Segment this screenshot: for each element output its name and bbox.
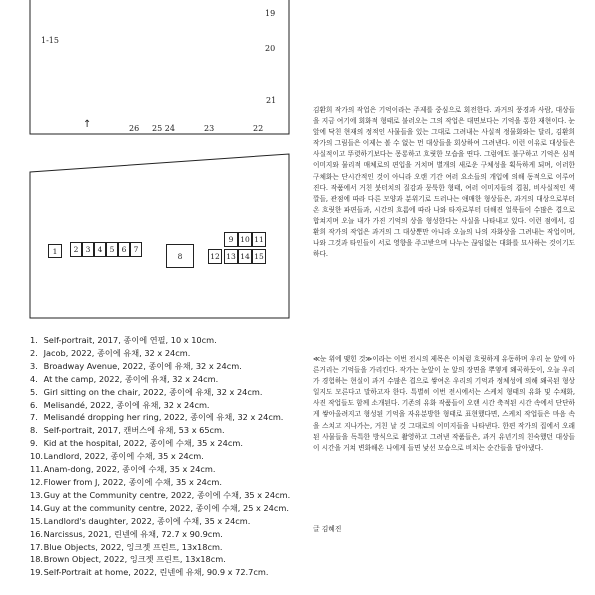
plan-label-20: 20 <box>265 44 276 53</box>
list-item <box>30 411 290 424</box>
list-item-text: Blue Objects, 2022, 잉크젯 프린트, 13x18cm. <box>43 541 223 552</box>
list-item-text: Jacob, 2022, 종이에 유채, 32 x 24cm. <box>43 347 191 358</box>
list-item <box>30 566 290 579</box>
plan-box-7: 7 <box>130 242 142 257</box>
plan-label-25-24: 25 24 <box>152 124 175 133</box>
list-item-number: 8. <box>30 425 38 436</box>
plan-box-9: 9 <box>224 232 238 247</box>
list-item-number: 19. <box>30 567 44 578</box>
list-item-text: Melisandé, 2022, 종이에 유채, 32 x 24cm. <box>43 399 210 410</box>
plan-label-22: 22 <box>253 124 264 133</box>
list-item-text: At the camp, 2022, 종이에 유채, 32 x 24cm. <box>43 373 219 384</box>
plan-box-13: 13 <box>224 249 238 264</box>
essay-paragraph-2: ≪눈 위에 맺힌 것≫이라는 이번 전시의 제목은 이처럼 흐릿하게 유동하며 우리 눈 앞에 아른거리는 기억들을 가리킨다. 작가는 눈앞이 눈 앞의 장면을 뿌옇게 왜곡하듯이, 오늘 우리가 경험하는 현실이 과거 수많은 겹으로 쌓여온 우리의 기억과 정체성에 의해 왜곡된 형상일지도 모른다고 말하고자 한다. 특별히 이번 전시에서는 스케치 형태의 유화 및 수채화, 사진 작업들도 함께 소개된다. 기존의 유화 작품들이 오랜 시간 축적된 시간 속에서 단단하게 쌓아올려지고 형성된 기억을 자유분방한 형태로 표현했다면, 스케치 작업들은 마음 속을 스치고 지나가는, 거친 날 것 그대로의 이미지들을 나타낸다. 한편 작가의 집에서 오래된 사물들을 독특한 방식으로 촬영하고 그려낸 작품들은, 과거 유년기의 친숙했던 대상들이 시간을 거쳐 변화해온 나에게 들면 낯선 모습으로 비치는 순간들을 담아냈다. <box>313 355 575 452</box>
plan-box-15: 15 <box>252 249 266 264</box>
list-item <box>30 528 290 541</box>
list-item-number: 11. <box>30 464 44 475</box>
list-item-text: Landlord's daughter, 2022, 종이에 수채, 35 x 24cm. <box>43 515 251 526</box>
plan-box-6: 6 <box>118 242 130 257</box>
plan-box-2: 2 <box>70 242 82 257</box>
plan-label-26: 26 <box>129 124 140 133</box>
list-item-number: 16. <box>30 528 44 539</box>
list-item-number: 13. <box>30 489 44 500</box>
list-item <box>30 489 290 502</box>
list-item-text: Guy at the community centre, 2022, 종이에 수채, 25 x 24cm. <box>43 502 289 513</box>
list-item-text: Self-Portrait at home, 2022, 린넨에 유채, 90.9 x 72.7cm. <box>43 567 269 578</box>
works-list <box>30 334 290 579</box>
list-item-text: Melisandé dropping her ring, 2022, 종이에 유채, 32 x 24cm. <box>43 412 284 423</box>
plan-box-11: 11 <box>252 232 266 247</box>
plan-label-21: 21 <box>266 96 277 105</box>
list-item-number: 9. <box>30 438 38 449</box>
plan-box-8: 8 <box>166 244 194 268</box>
list-item-text: Anam-dong, 2022, 종이에 수채, 35 x 24cm. <box>43 464 216 475</box>
list-item <box>30 463 290 476</box>
list-item-text: Self-portrait, 2017, 종이에 연필, 10 x 10cm. <box>43 335 217 345</box>
list-item-number: 5. <box>30 386 38 397</box>
plan-box-10: 10 <box>238 232 252 247</box>
list-item-text: Flower from J, 2022, 종이에 수채, 35 x 24cm. <box>43 476 222 487</box>
list-item-text: Brown Object, 2022, 잉크젯 프린트, 13x18cm. <box>43 554 226 565</box>
list-item-number: 17. <box>30 541 44 552</box>
list-item <box>30 553 290 566</box>
list-item-text: Girl sitting on the chair, 2022, 종이에 유채, 32 x 24cm. <box>43 386 263 397</box>
list-item <box>30 450 290 463</box>
entrance-arrow-icon: ↑ <box>83 119 92 130</box>
list-item-number: 12. <box>30 476 44 487</box>
list-item-text: Self-portrait, 2017, 캔버스에 유채, 53 x 65cm. <box>43 425 225 436</box>
list-item <box>30 360 290 373</box>
list-item <box>30 476 290 489</box>
list-item-number: 15. <box>30 515 44 526</box>
list-item-number: 4. <box>30 373 38 384</box>
plan-label-19: 19 <box>265 9 276 18</box>
list-item <box>30 515 290 528</box>
list-item-text: Guy at the Community centre, 2022, 종이에 수채, 35 x 24cm. <box>43 489 291 500</box>
list-item <box>30 386 290 399</box>
plan-label-1-15: 1-15 <box>41 36 59 45</box>
list-item <box>30 424 290 437</box>
list-item <box>30 334 290 347</box>
list-item <box>30 541 290 554</box>
list-item <box>30 347 290 360</box>
list-item-number: 14. <box>30 502 44 513</box>
list-item <box>30 373 290 386</box>
plan-box-1: 1 <box>48 244 62 258</box>
list-item-number: 3. <box>30 360 38 371</box>
list-item-text: Narcissus, 2021, 린넨에 유채, 72.7 x 90.9cm. <box>43 528 223 539</box>
plan-box-4: 4 <box>94 242 106 257</box>
list-item-number: 2. <box>30 347 38 358</box>
list-item-text: Kid at the hospital, 2022, 종이에 수채, 35 x 24cm. <box>43 438 243 449</box>
list-item-number: 10. <box>30 451 44 462</box>
essay-paragraph-1: 김환희 작가의 작업은 기억이라는 주제를 중심으로 회전한다. 과거의 풍경과 사람, 대상들을 지금 여기에 회화적 형태로 불러오는 그의 작업은 대면보다는 기억을 통한 재현이다. 눈 앞에 닥친 현재의 정적인 사물들을 있는 그대로 그려내는 사실적 정물화와는 달리, 김환희 작가의 그림들은 이제는 볼 수 없는 먼 대상들을 회상하여 그려낸다. 이런 이유로 대상들은 사실적이고 뚜렷하기보다는 몽롱하고 흐릿한 모습을 띤다. 그럼에도 불구하고 기억은 심적 이미지와 물리적 매체로의 편입을 거치며 별개의 새로운 구체성을 획득하게 되며, 이러한 구체화는 단시간적인 것이 아니라 오랜 기간 여러 요소들의 개입에 의해 동적으로 이루어진다. 작품에서 거친 붓터치의 질감과 뭉툭한 형태, 여러 이미지들의 겹침, 비사실적인 색깔들, 관점에 따라 다른 모양과 분위기로 드러나는 애매한 형상들은, 과거의 대상으로부터 온 흐릿한 파편들과, 시간의 흐름에 따라 나와 타자로부터 더해진 얼룩들이 수많은 겹으로 합쳐지며 오늘 내가 가진 기억의 상을 형성한다는 사실을 나타내고 있다. 이런 점에서, 김환희 작가의 작업은 과거의 그 대상뿐만 아니라 오늘의 나의 자화상을 그려내는 작업이며, 나와 그것과 타인들이 서로 영향을 주고받으며 나누는 끊임없는 대화를 묘사하는 것이기도 하다. <box>313 106 575 259</box>
gallery-room-top-outline <box>30 0 289 134</box>
list-item <box>30 502 290 515</box>
list-item-text: Landlord, 2022, 종이에 수채, 35 x 24cm. <box>43 451 204 462</box>
plan-box-12: 12 <box>208 249 222 264</box>
plan-label-23: 23 <box>204 124 215 133</box>
plan-box-14: 14 <box>238 249 252 264</box>
list-item <box>30 437 290 450</box>
list-item-number: 6. <box>30 399 38 410</box>
list-item-number: 1. <box>30 335 38 345</box>
plan-box-5: 5 <box>106 242 118 257</box>
list-item <box>30 399 290 412</box>
essay-credit: 글 김혜진 <box>313 525 342 533</box>
plan-box-3: 3 <box>82 242 94 257</box>
list-item-text: Broadway Avenue, 2022, 종이에 유채, 32 x 24cm. <box>43 360 242 371</box>
list-item-number: 7. <box>30 412 38 423</box>
list-item-number: 18. <box>30 554 44 565</box>
